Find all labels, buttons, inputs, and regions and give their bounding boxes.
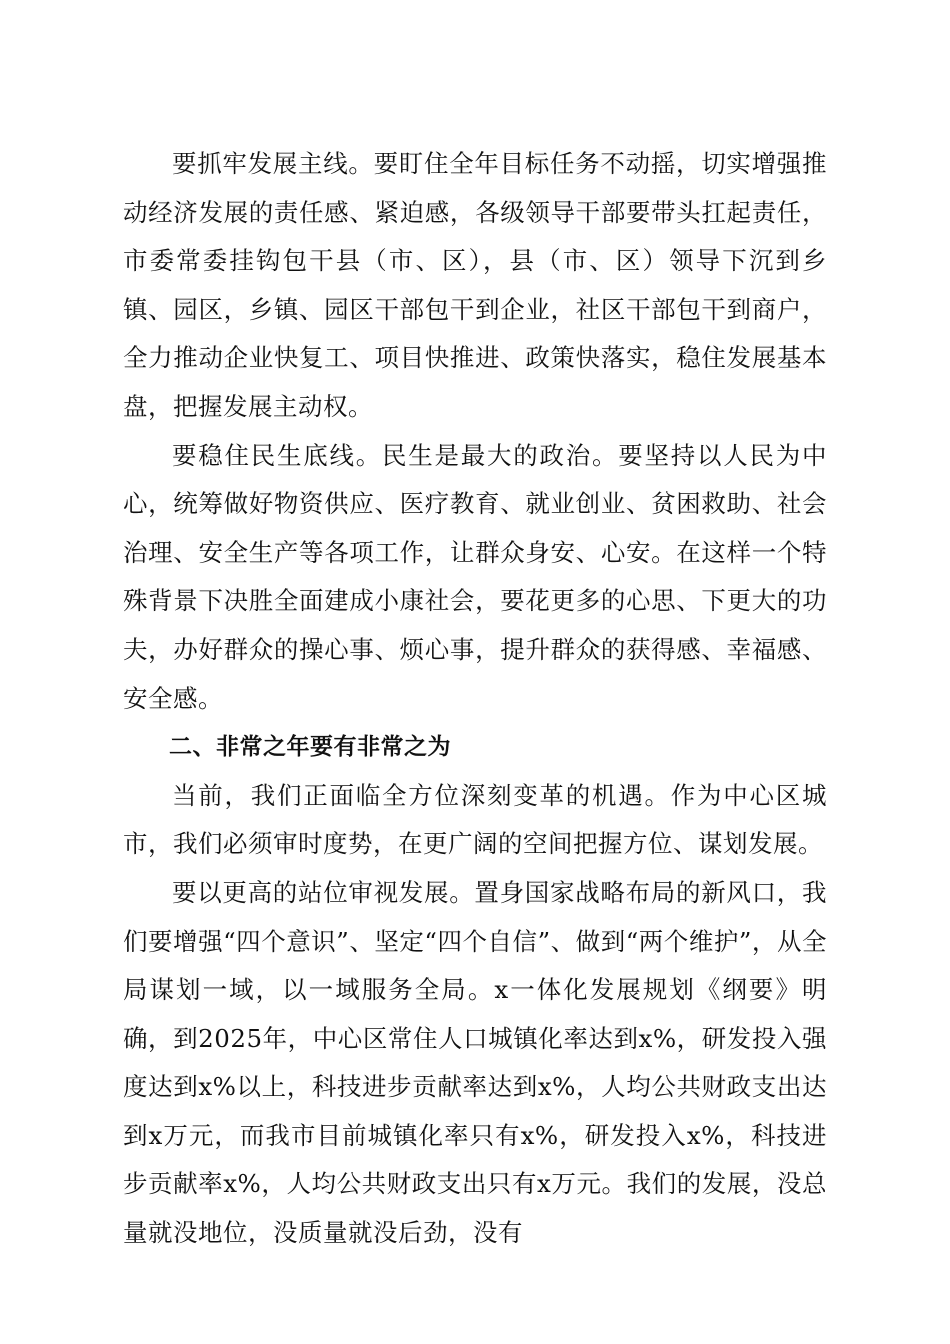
paragraph-current-opportunity: 当前，我们正面临全方位深刻变革的机遇。作为中心区城市，我们必须审时度势，在更广阔的空间把握方位、谋划发展。 xyxy=(123,780,827,859)
paragraph-livelihood-bottomline: 要稳住民生底线。民生是最大的政治。要坚持以人民为中心，统筹做好物资供应、医疗教育、就业创业、贫困救助、社会治理、安全生产等各项工作，让群众身安、心安。在这样一个特殊背景下决胜全面建成小康社会，要花更多的心思、下更大的功夫，办好群众的操心事、烦心事，提升群众的获得感、幸福感、安全感。 xyxy=(123,440,827,713)
paragraph-higher-standpoint: 要以更高的站位审视发展。置身国家战略布局的新风口，我们要增强“四个意识”、坚定“四个自信”、做到“两个维护”，从全局谋划一域，以一域服务全局。x一体化发展规划《纲要》明确，到2025年，中心区常住人口城镇化率达到x%，研发投入强度达到x%以上，科技进步贡献率达到x%，人均公共财政支出达到x万元，而我市目前城镇化率只有x%，研发投入x%，科技进步贡献率x%，人均公共财政支出只有x万元。我们的发展，没总量就没地位，没质量就没后劲，没有 xyxy=(123,877,827,1248)
paragraph-development-mainline: 要抓牢发展主线。要盯住全年目标任务不动摇，切实增强推动经济发展的责任感、紧迫感，各级领导干部要带头扛起责任，市委常委挂钩包干县（市、区），县（市、区）领导下沉到乡镇、园区，乡镇、园区干部包干到企业，社区干部包干到商户，全力推动企业快复工、项目快推进、政策快落实，稳住发展基本盘，把握发展主动权。 xyxy=(123,149,827,421)
document-body xyxy=(123,140,827,1258)
section-heading-2: 二、非常之年要有非常之为 xyxy=(169,734,451,761)
